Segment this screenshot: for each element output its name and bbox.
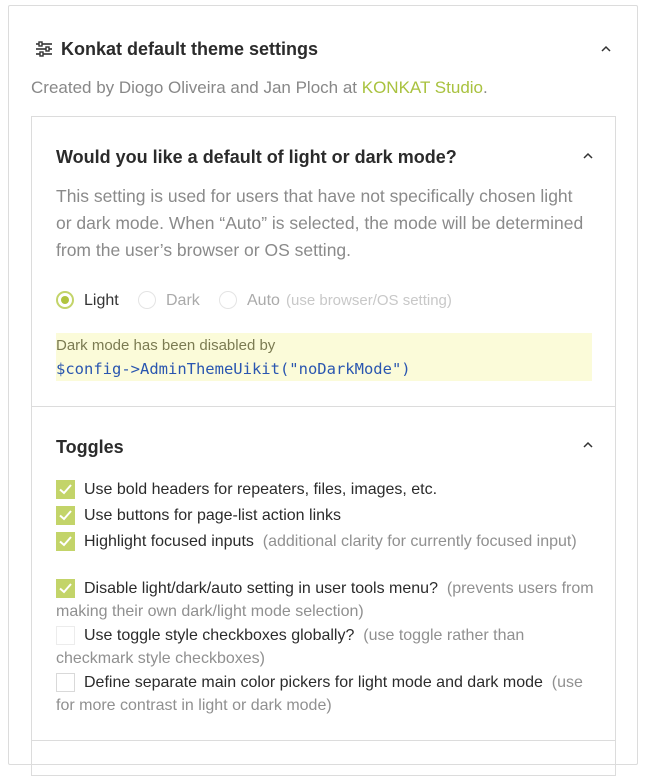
notice-text: Dark mode has been disabled by: [56, 337, 276, 354]
checkbox-note: (prevents users from making their own dark/light mode selection): [56, 580, 594, 620]
description-suffix: .: [483, 78, 488, 97]
radio-auto[interactable]: [219, 291, 237, 309]
checkbox-label-text: Disable light/dark/auto setting in user tools menu?: [84, 580, 438, 597]
radio-light-label[interactable]: Light: [84, 292, 119, 309]
section-divider: [32, 740, 615, 741]
settings-panel: [8, 5, 638, 765]
radio-auto-note: (use browser/OS setting): [286, 292, 452, 309]
radio-dark-label[interactable]: Dark: [166, 292, 200, 309]
mode-section-title[interactable]: Would you like a default of light or dark mode?: [56, 147, 457, 167]
checkbox-label[interactable]: [56, 504, 596, 527]
checkbox-note: (use toggle rather than checkmark style checkboxes): [56, 627, 525, 667]
panel-description: [31, 78, 488, 98]
radio-dark[interactable]: [138, 291, 156, 309]
chevron-up-icon[interactable]: [581, 149, 595, 163]
checkbox-label-text: Use toggle style checkboxes globally?: [84, 627, 355, 644]
radio-auto-label[interactable]: Auto: [247, 292, 280, 309]
panel-header[interactable]: [35, 36, 617, 68]
dark-mode-notice: [56, 333, 592, 381]
notice-code: $config->AdminThemeUikit("noDarkMode"): [56, 360, 411, 378]
konkat-studio-link[interactable]: KONKAT Studio: [361, 78, 484, 97]
checkbox-label-text: Use buttons for page-list action links: [84, 507, 342, 524]
checkbox-label[interactable]: [56, 624, 596, 670]
checkbox-label-text: Use bold headers for repeaters, files, images, etc.: [84, 481, 438, 498]
fields-wrapper: [31, 116, 616, 776]
checkbox-label-text: Highlight focused inputs: [84, 533, 254, 550]
checkbox-label[interactable]: [56, 671, 596, 717]
sliders-icon: [35, 40, 53, 58]
description-text: Created by Diogo Oliveira and Jan Ploch at: [31, 78, 362, 97]
section-divider: [32, 406, 615, 407]
radio-light[interactable]: [56, 291, 74, 309]
checkbox-label[interactable]: [56, 478, 596, 501]
mode-help-text: This setting is used for users that have not specifically chosen light or dark mode. When “Auto” is selected, the mode will be determined from the user’s browser or OS setting.: [56, 186, 584, 260]
checkbox-label[interactable]: [56, 577, 596, 623]
checkbox-label[interactable]: [56, 530, 596, 553]
chevron-up-icon[interactable]: [599, 42, 613, 56]
toggles-section-title[interactable]: Toggles: [56, 437, 124, 457]
chevron-up-icon[interactable]: [581, 438, 595, 452]
checkbox-label-text: Define separate main color pickers for light mode and dark mode: [84, 674, 543, 691]
checkbox-note: (use for more contrast in light or dark mode): [56, 674, 583, 714]
panel-title: Konkat default theme settings: [61, 39, 319, 59]
checkbox-note: (additional clarity for currently focused input): [262, 533, 577, 550]
